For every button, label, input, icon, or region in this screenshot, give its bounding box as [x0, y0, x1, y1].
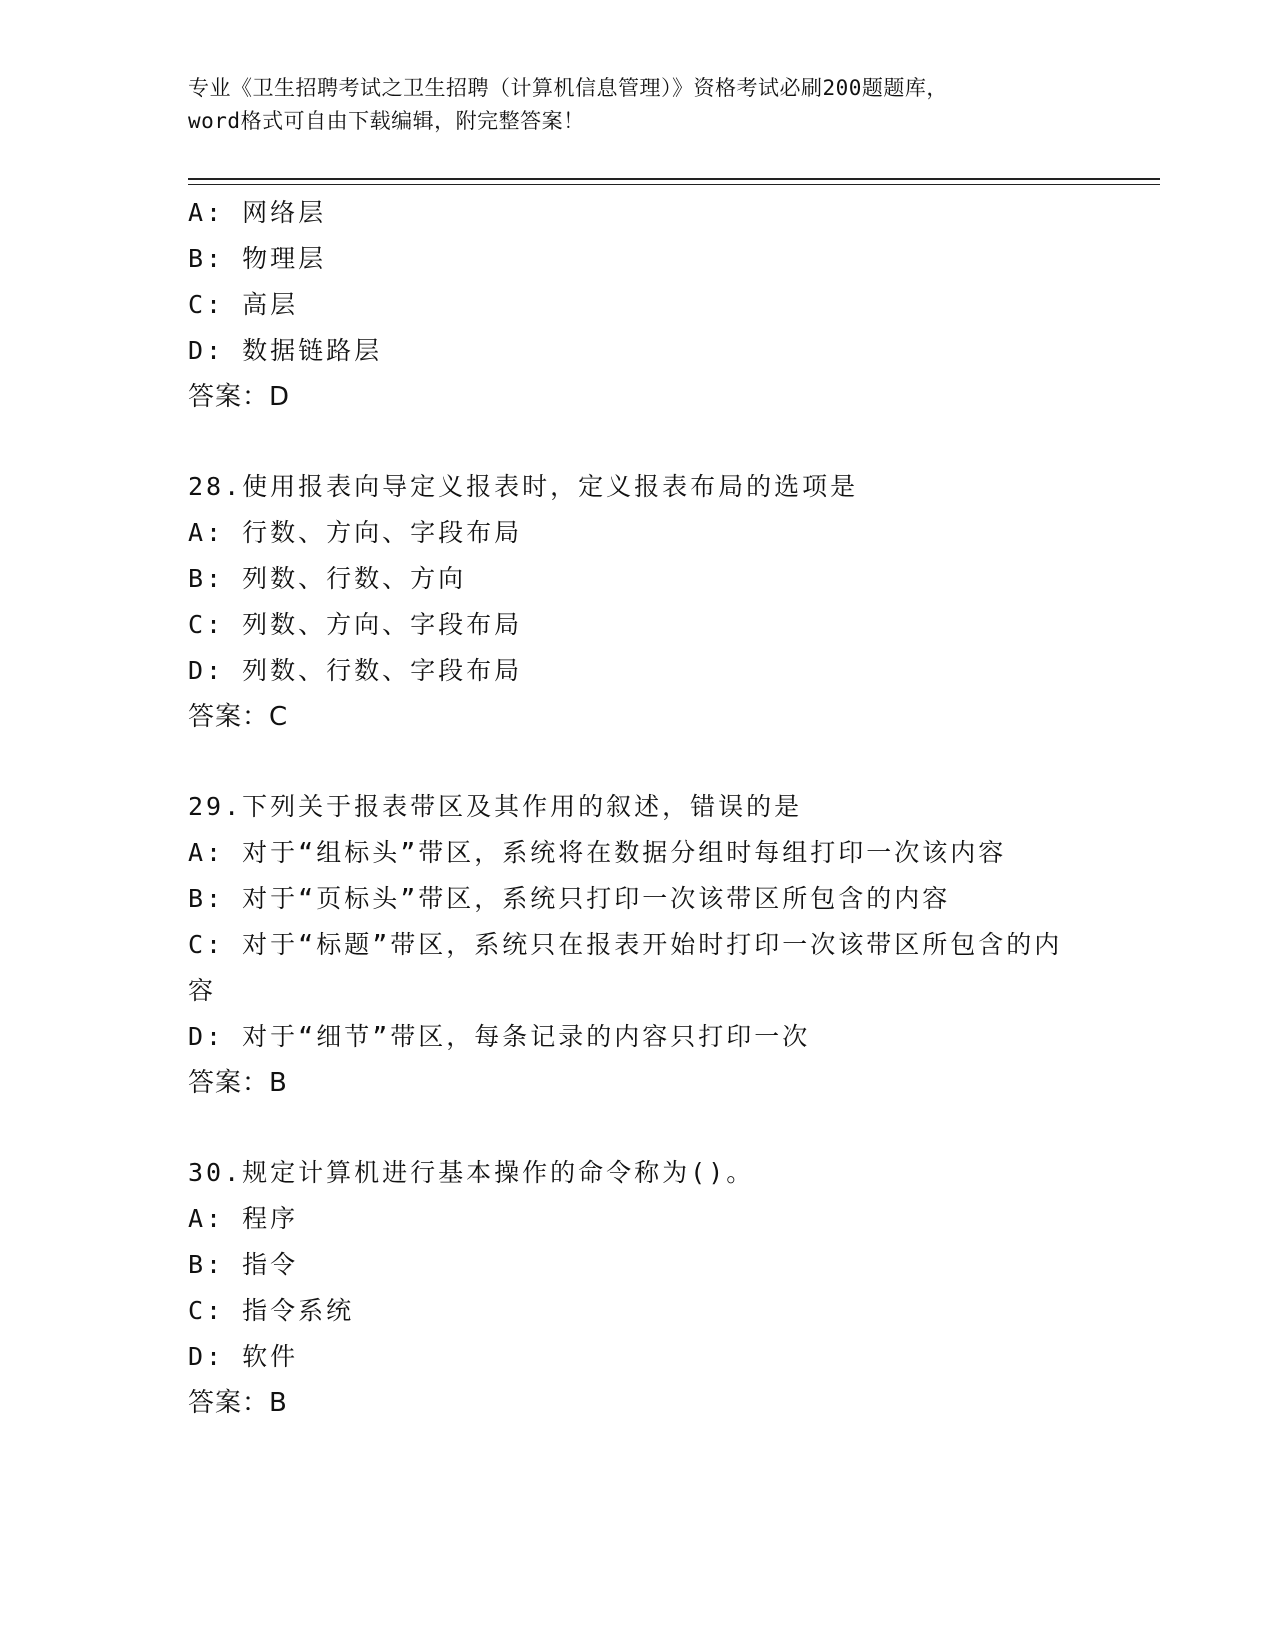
option-b: B: 列数、行数、方向: [188, 564, 467, 593]
option-c: C: 指令系统: [188, 1296, 355, 1325]
answer: 答案：B: [188, 1068, 288, 1098]
question-29: [188, 784, 1088, 1106]
option-a: A: 行数、方向、字段布局: [188, 518, 523, 547]
header-rule-thick: [188, 178, 1160, 180]
question-27: [188, 190, 1088, 420]
option-b: B: 对于“页标头”带区，系统只打印一次该带区所包含的内容: [188, 884, 951, 913]
document-header: [188, 72, 1108, 138]
option-a: A: 程序: [188, 1204, 299, 1233]
header-line-2: word格式可自由下载编辑，附完整答案！: [188, 109, 585, 133]
option-b: B: 指令: [188, 1250, 299, 1279]
option-c: C: 列数、方向、字段布局: [188, 610, 523, 639]
answer: 答案：D: [188, 382, 291, 412]
question-text: 30.规定计算机进行基本操作的命令称为()。: [188, 1158, 755, 1187]
option-c: C: 高层: [188, 290, 299, 319]
spacer: [188, 740, 1088, 784]
header-rule-thin: [188, 184, 1160, 185]
option-d: D: 数据链路层: [188, 336, 383, 365]
option-d: D: 列数、行数、字段布局: [188, 656, 523, 685]
option-d: D: 对于“细节”带区，每条记录的内容只打印一次: [188, 1022, 811, 1051]
header-line-1: 专业《卫生招聘考试之卫生招聘（计算机信息管理）》资格考试必刷200题题库，: [188, 76, 948, 100]
question-28: [188, 464, 1088, 740]
question-text: 29.下列关于报表带区及其作用的叙述，错误的是: [188, 792, 803, 821]
option-a: A: 对于“组标头”带区，系统将在数据分组时每组打印一次该内容: [188, 838, 1007, 867]
question-text: 28.使用报表向导定义报表时，定义报表布局的选项是: [188, 472, 859, 501]
answer: 答案：C: [188, 702, 289, 732]
spacer: [188, 1106, 1088, 1150]
question-30: [188, 1150, 1088, 1426]
answer: 答案：B: [188, 1388, 288, 1418]
spacer: [188, 420, 1088, 464]
option-c: C: 对于“标题”带区，系统只在报表开始时打印一次该带区所包含的内容: [188, 930, 1063, 1005]
option-a: A: 网络层: [188, 198, 327, 227]
question-list: [188, 190, 1088, 1426]
option-b: B: 物理层: [188, 244, 327, 273]
option-d: D: 软件: [188, 1342, 299, 1371]
